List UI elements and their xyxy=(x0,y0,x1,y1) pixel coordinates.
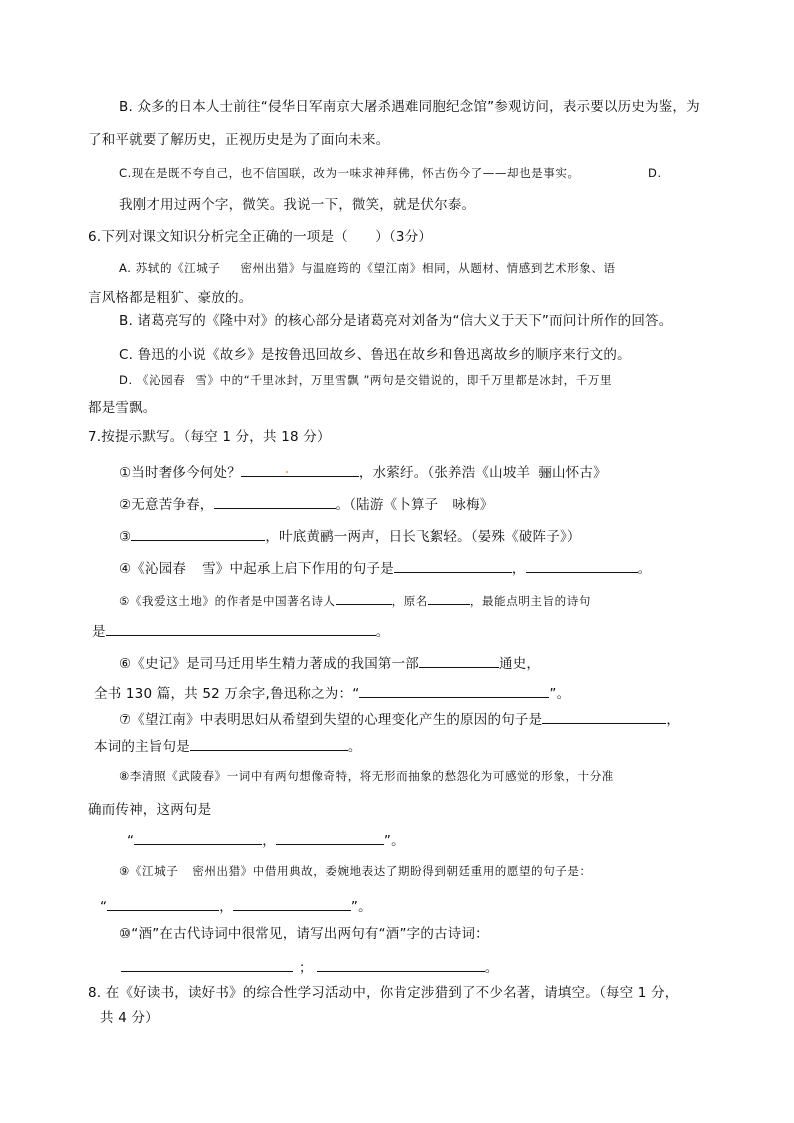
q7-item-6-text3: 全书 130 篇，共 52 万余字,鲁迅称之为：“ xyxy=(94,686,360,702)
q7-item-8-comma: ， xyxy=(262,833,276,849)
q7-item-8-end: ”。 xyxy=(383,833,405,849)
q7-item-9-line2 xyxy=(100,898,372,915)
answer-blank[interactable] xyxy=(359,685,549,698)
q7-item-9-open-quote: “ xyxy=(100,899,108,915)
q6-stem: 6.下列对课文知识分析完全正确的一项是（ ）（3分） xyxy=(88,229,433,245)
q8-stem-line2: 共 4 分） xyxy=(100,1010,159,1026)
q7-item-1-source-title: 骊山怀古》 xyxy=(538,465,607,481)
q6-option-d-part2: 雪》中的“千里冰封，万里雪飘 ”两句是交错说的，即千万里都是冰封，千万里 xyxy=(195,373,613,387)
answer-blank[interactable] xyxy=(419,655,499,668)
q7-item-2 xyxy=(119,496,493,513)
q7-item-10-semicolon: ； xyxy=(299,960,313,976)
q7-item-1 xyxy=(119,464,607,481)
q7-item-1-source: ，水萦纡。（张养浩《山坡羊 xyxy=(358,465,531,481)
q7-item-4-title: ④《沁园春 xyxy=(119,561,187,577)
q7-item-6-line2 xyxy=(94,685,570,702)
answer-blank[interactable] xyxy=(134,832,262,845)
answer-blank[interactable] xyxy=(106,623,376,636)
q7-item-7-comma: ， xyxy=(666,712,681,728)
q7-item-3 xyxy=(119,528,581,545)
q7-item-10-end: 。 xyxy=(484,960,499,976)
q7-item-8-open-quote: “ xyxy=(127,833,135,849)
answer-blank[interactable] xyxy=(214,496,336,509)
q7-item-6-text: ⑥《史记》是司马迁用毕生精力著成的我国第一部 xyxy=(119,656,420,672)
q7-item-6-text2: 通史， xyxy=(499,656,541,672)
q6-option-a-line1 xyxy=(119,263,616,275)
q7-item-9-end: ”。 xyxy=(350,899,372,915)
q7-item-8-line1: ⑧李清照《武陵春》一词中有两句想像奇特，将无形而抽象的愁怨化为可感觉的形象，十分准 xyxy=(119,769,614,783)
q7-item-7-text: ⑦《望江南》中表明思妇从希望到失望的心理变化产生的原因的句子是 xyxy=(119,712,543,728)
answer-blank[interactable] xyxy=(542,711,666,724)
q6-option-b: B. 诸葛亮写的《隆中对》的核心部分是诸葛亮对刘备为“信大义于天下”而问计所作的回答。 xyxy=(119,313,673,329)
q6-option-d-part1: D. 《沁园春 xyxy=(119,373,186,387)
q7-item-10-line1: ⑩“酒”在古代诗词中很常见，请写出两句有“酒”字的古诗词： xyxy=(119,926,489,942)
q7-item-7-text2: 本词的主旨句是 xyxy=(94,739,190,755)
q7-item-4 xyxy=(119,560,651,577)
answer-blank[interactable] xyxy=(526,560,638,573)
q5-option-d-label: D. xyxy=(648,166,662,180)
answer-blank[interactable] xyxy=(428,592,470,605)
q7-item-7-end: 。 xyxy=(347,739,362,755)
q5-option-b-line2: 了和平就要了解历史，正视历史是为了面向未来。 xyxy=(88,132,390,148)
q7-item-6-line1 xyxy=(119,655,540,672)
q7-item-2-text: ②无意苦争春， xyxy=(119,497,214,513)
answer-blank[interactable] xyxy=(131,528,265,541)
q7-item-2-source: 。（陆游《卜算子 xyxy=(335,497,439,513)
q6-option-c: C. 鲁迅的小说《故乡》是按鲁迅回故乡、鲁迅在故乡和鲁迅离故乡的顺序来行文的。 xyxy=(119,347,631,363)
q6-option-a-part1: A. 苏轼的《江城子 xyxy=(119,261,221,275)
q7-item-7-line2 xyxy=(94,738,362,755)
q7-stem: 7.按提示默写。（每空 1 分，共 18 分） xyxy=(88,429,331,445)
answer-blank[interactable] xyxy=(233,898,351,911)
q7-item-2-source-title: 咏梅》 xyxy=(452,497,494,513)
q7-item-9-comma: ， xyxy=(219,899,233,915)
q5-option-d-text: 我刚才用过两个字，微笑。我说一下，微笑，就是伏尔泰。 xyxy=(119,197,476,213)
q7-item-5-text2: ，原名 xyxy=(391,594,428,608)
answer-blank[interactable] xyxy=(241,464,359,477)
answer-blank[interactable] xyxy=(317,959,485,972)
q7-item-9-title: ⑨《江城子 xyxy=(119,864,179,878)
answer-blank[interactable] xyxy=(394,560,512,573)
q7-item-6-end: ”。 xyxy=(549,686,571,702)
answer-blank[interactable] xyxy=(107,898,219,911)
answer-blank[interactable] xyxy=(276,832,384,845)
q7-item-7-line1 xyxy=(119,711,680,728)
q8-stem-line1: 8. 在《好读书，读好书》的综合性学习活动中，你肯定涉猎到了不少名著，请填空。（每空 1 分， xyxy=(88,985,679,1001)
q6-option-a-part2: 密州出猎》与温庭筠的《望江南》相同，从题材、情感到艺术形象、语 xyxy=(240,261,616,275)
q7-item-5-text3: ，最能点明主旨的诗句 xyxy=(469,594,591,608)
q7-item-10-line2 xyxy=(121,959,498,976)
q6-option-d-line2: 都是雪飘。 xyxy=(88,400,157,416)
q7-item-8-line2: 确而传神，这两句是 xyxy=(88,802,212,818)
q7-item-4-end: 。 xyxy=(637,561,652,577)
q7-item-9-line1 xyxy=(119,866,592,878)
q6-option-a-line2: 言风格都是粗犷、豪放的。 xyxy=(88,290,253,306)
q7-item-5-line1 xyxy=(119,592,591,608)
q7-item-3-text: ，叶底黄鹂一两声，日长飞絮轻。（晏殊《破阵子》） xyxy=(265,529,581,545)
q7-item-4-text: 雪》中起承上启下作用的句子是 xyxy=(202,561,394,577)
stray-mark xyxy=(286,471,288,473)
q7-item-3-num: ③ xyxy=(119,529,132,545)
q7-item-1-text: ①当时奢侈今何处？ xyxy=(119,465,241,481)
q7-item-5-line2 xyxy=(92,623,389,640)
q7-item-5-end: 。 xyxy=(375,624,390,640)
q5-option-c: C.现在是既不夸自己，也不信国联，改为一味求神拜佛，怀古伤今了——却也是事实。 xyxy=(119,166,580,180)
q7-item-9-text: 密州出猎》中借用典故，委婉地表达了期盼得到朝廷重用的愿望的句子是： xyxy=(192,864,592,878)
answer-blank[interactable] xyxy=(190,738,348,751)
answer-blank[interactable] xyxy=(336,592,392,605)
answer-blank[interactable] xyxy=(121,959,293,972)
q7-item-5-text: ⑤《我爱这土地》的作者是中国著名诗人 xyxy=(119,594,336,608)
q6-option-d-line1 xyxy=(119,375,612,387)
q7-item-4-comma: ， xyxy=(511,561,526,577)
q7-item-8-line3 xyxy=(127,832,405,849)
q5-option-b-line1: B. 众多的日本人士前往“侵华日军南京大屠杀遇难同胞纪念馆”参观访问，表示要以历史为鉴，为 xyxy=(119,99,700,115)
q7-item-5-text4: 是 xyxy=(92,624,106,640)
